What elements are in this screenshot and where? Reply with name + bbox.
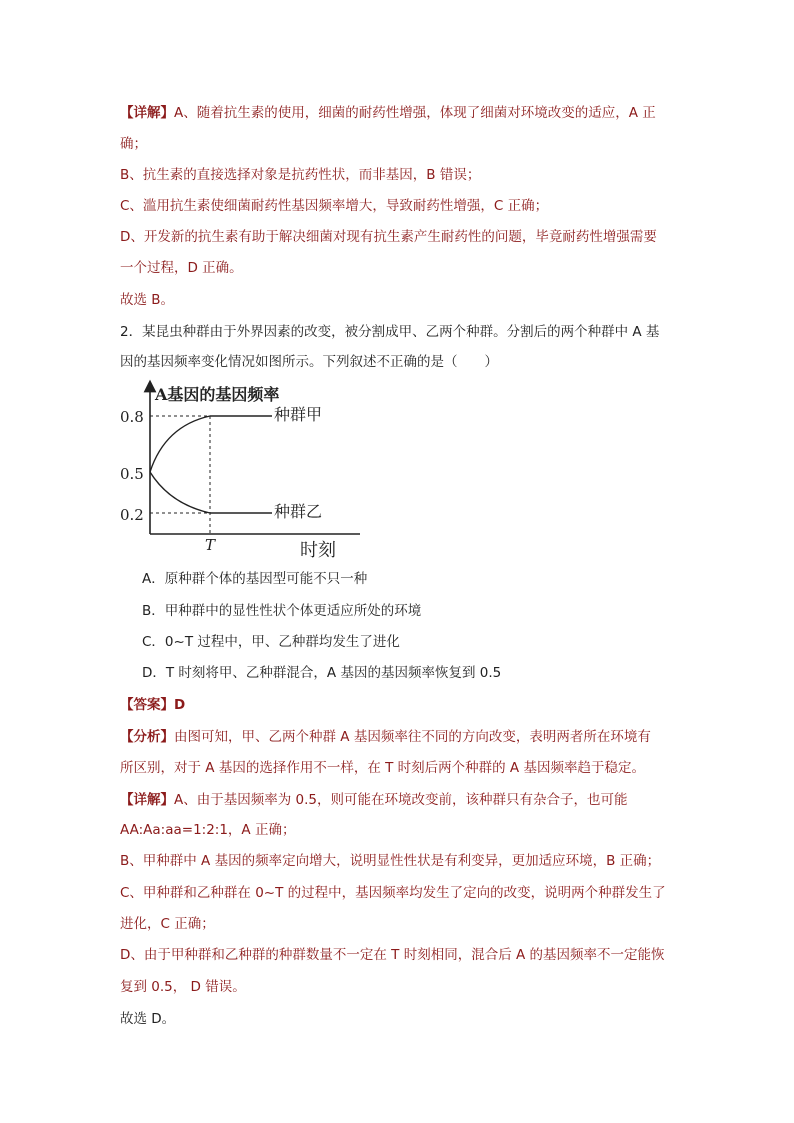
y-axis-label: A基因的基因频率	[155, 385, 280, 404]
detail-tag-2: 【详解】	[120, 792, 174, 808]
gene-frequency-chart	[110, 378, 370, 566]
option-a: A．原种群个体的基因型可能不只一种	[142, 571, 368, 587]
explanation-2-line-7: 复到 0.5， D 错误。	[120, 979, 246, 995]
explanation-2-line-4: C、甲种群和乙种群在 0~T 的过程中，基因频率均发生了定向的改变，说明两个种群发生了	[120, 885, 666, 901]
explanation-1-line-3: B、抗生素的直接选择对象是抗药性状，而非基因，B 错误；	[120, 167, 481, 183]
explanation-1-line-6: 一个过程，D 正确。	[120, 260, 243, 276]
explanation-1-line-1	[120, 103, 656, 123]
option-b: B．甲种群中的显性性状个体更适应所处的环境	[142, 603, 422, 619]
explanation-2-line-3: B、甲种群中 A 基因的频率定向增大，说明显性性状是有利变异，更加适应环境，B 正确；	[120, 853, 661, 869]
series-label-yi: 种群乙	[274, 502, 323, 521]
explanation-1-line-5: D、开发新的抗生素有助于解决细菌对现有抗生素产生耐药性的问题，毕竟耐药性增强需要	[120, 229, 657, 245]
x-tick-label-t: T	[205, 536, 216, 554]
explanation-text: A、随着抗生素的使用，细菌的耐药性增强，体现了细菌对环境改变的适应，A 正	[174, 105, 656, 121]
x-axis-label: 时刻	[300, 540, 336, 561]
series-population-yi	[150, 472, 272, 513]
explanation-1-conclusion: 故选 B。	[120, 292, 175, 308]
explanation-1-line-2: 确；	[120, 136, 147, 152]
analysis-tag: 【分析】	[120, 729, 174, 745]
answer-line	[120, 695, 185, 715]
y-tick-label-0.5: 0.5	[120, 465, 144, 483]
answer-value: D	[174, 697, 186, 713]
answer-tag: 【答案】	[120, 697, 174, 713]
explanation-2-text: A、由于基因频率为 0.5，则可能在环境改变前，该种群只有杂合子，也可能	[174, 792, 628, 808]
analysis-line-1	[120, 727, 651, 747]
explanation-2-line-1	[120, 790, 628, 810]
detail-tag: 【详解】	[120, 105, 174, 121]
option-c: C．0~T 过程中，甲、乙种群均发生了进化	[142, 634, 400, 650]
explanation-2-line-6: D、由于甲种群和乙种群的种群数量不一定在 T 时刻相同，混合后 A 的基因频率不一定能恢	[120, 947, 665, 963]
explanation-1-line-4: C、滥用抗生素使细菌耐药性基因频率增大，导致耐药性增强，C 正确；	[120, 198, 549, 214]
analysis-line-2: 所区别，对于 A 基因的选择作用不一样，在 T 时刻后两个种群的 A 基因频率趋于稳定。	[120, 760, 645, 776]
explanation-2-line-2: AA:Aa:aa=1:2:1，A 正确；	[120, 822, 296, 838]
series-population-jia	[150, 416, 272, 472]
y-tick-label-0.8: 0.8	[120, 408, 144, 426]
y-tick-label-0.2: 0.2	[120, 506, 144, 524]
analysis-text: 由图可知，甲、乙两个种群 A 基因频率往不同的方向改变，表明两者所在环境有	[174, 729, 651, 745]
question-2-line-2: 因的基因频率变化情况如图所示。下列叙述不正确的是（ ）	[120, 354, 498, 370]
series-label-jia: 种群甲	[274, 405, 323, 424]
option-d: D．T 时刻将甲、乙种群混合，A 基因的基因频率恢复到 0.5	[142, 665, 502, 681]
question-2-line-1: 2．某昆虫种群由于外界因素的改变，被分割成甲、乙两个种群。分割后的两个种群中 A 基	[120, 324, 660, 340]
explanation-2-line-5: 进化，C 正确；	[120, 916, 215, 932]
explanation-2-conclusion: 故选 D。	[120, 1011, 176, 1027]
